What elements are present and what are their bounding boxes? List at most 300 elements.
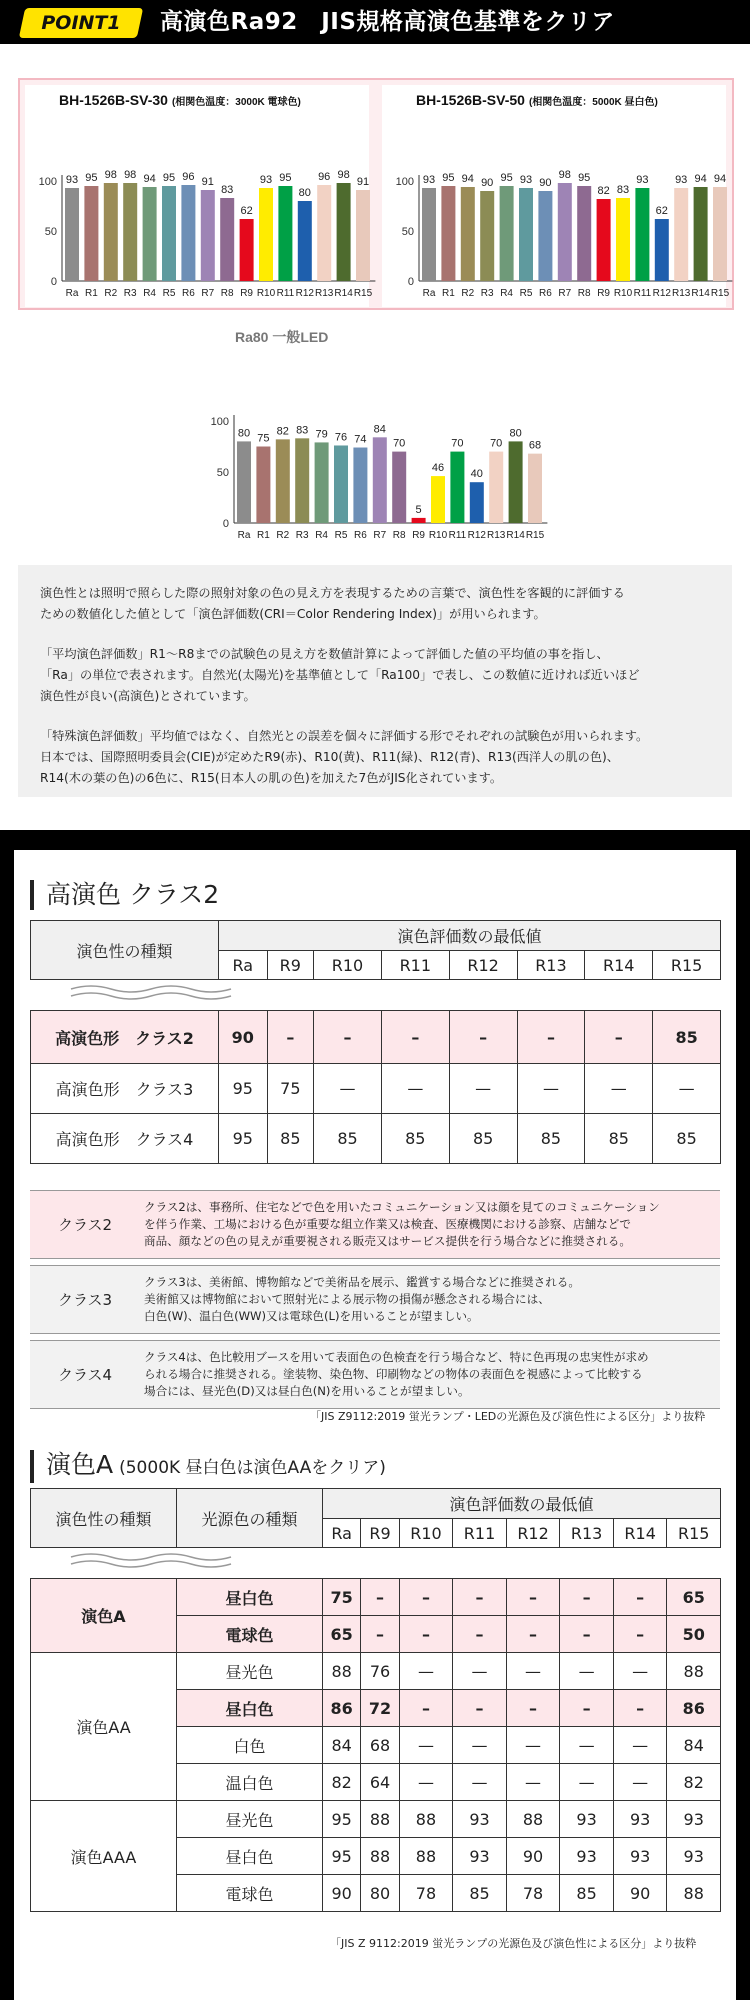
class-description: クラス4は、色比較用ブースを用いて表面色の色検査を行う場合など、特に色再現の忠実性が求め られる場合に推奨される。塗装物、染色物、印刷物などの物体の表面色を視感によって比較する 場合には、昼光色(D)又は昼白色(N)を用いることが望ましい。	[144, 1350, 649, 1398]
cell-value: 90	[323, 1875, 361, 1912]
category-label: R2	[461, 288, 475, 299]
value-label: 95	[85, 172, 98, 184]
value-label: 96	[182, 171, 195, 183]
bar-R2	[461, 187, 475, 281]
bar-R6	[181, 185, 195, 281]
bar-R5	[334, 445, 348, 523]
category-label: R12	[652, 288, 671, 299]
section2-subtitle: (5000K 昼白色は演色AAをクリア)	[119, 1458, 386, 1478]
source-name: 昼光色	[177, 1653, 323, 1690]
category-label: R13	[672, 288, 691, 299]
source-name: 温白色	[177, 1764, 323, 1801]
cell-value: 90	[506, 1838, 560, 1875]
comparison-chart-box	[18, 78, 734, 310]
value-label: 91	[356, 176, 370, 188]
value-label: 80	[509, 427, 522, 440]
cell-value: 50	[667, 1616, 721, 1653]
value-label: 82	[276, 425, 289, 438]
value-label: 93	[65, 174, 79, 186]
value-label: 75	[257, 432, 270, 445]
point-badge	[19, 8, 143, 38]
category-label: R6	[182, 288, 195, 299]
table-row	[31, 1011, 721, 1064]
y-tick-label: 50	[401, 226, 414, 238]
cell-value: 93	[453, 1838, 507, 1875]
table-row	[31, 1801, 721, 1838]
class-description: クラス3は、美術館、博物館などで美術品を展示、鑑賞する場合などに推奨される。 美術館又は博物館において照射光による展示物の損傷が懸念される場合には、 白色(W)、温白色(WW)又は電球色(L)を用いることが望ましい。	[144, 1275, 580, 1323]
col-R15: R15	[667, 1519, 721, 1548]
y-tick-label: 100	[395, 176, 414, 188]
color-rendering-table	[30, 1488, 721, 1912]
value-label: 74	[354, 433, 367, 446]
cell-value: 82	[667, 1764, 721, 1801]
col-Ra: Ra	[219, 951, 268, 980]
category-label: R5	[519, 288, 533, 299]
table-row	[31, 1064, 721, 1114]
cell-value: 75	[323, 1579, 361, 1616]
cell-value: 88	[506, 1801, 560, 1838]
category-label: R6	[354, 530, 367, 541]
category-label: R4	[500, 288, 513, 299]
cell-value: 85	[381, 1114, 449, 1164]
bar-R8	[392, 452, 406, 523]
bar-R12	[298, 201, 312, 281]
bar-R12	[470, 482, 484, 523]
category-label: R9	[412, 530, 425, 541]
cell-value: —	[613, 1653, 667, 1690]
value-label: 70	[451, 437, 464, 450]
value-label: 98	[104, 169, 117, 181]
cell-value: –	[361, 1616, 399, 1653]
value-label: 62	[240, 205, 253, 217]
col-R10: R10	[314, 951, 382, 980]
value-label: 94	[461, 173, 474, 185]
bar-R13	[674, 188, 688, 281]
bar-R4	[500, 186, 514, 281]
chart-title: BH-1526B-SV-30 (相関色温度：3000K 電球色)	[59, 92, 301, 108]
cell-value: –	[506, 1616, 560, 1653]
chart-5000k	[382, 85, 730, 307]
page-title: 高演色Ra92 JIS規格高演色基準をクリア	[160, 9, 615, 35]
cell-value: –	[613, 1579, 667, 1616]
value-label: 5	[415, 503, 422, 516]
value-label: 80	[298, 187, 311, 199]
value-label: 95	[500, 172, 513, 184]
citation-1: 「JIS Z9112:2019 蛍光ランプ・LEDの光源色及び演色性による区分」より抜粋	[310, 1410, 706, 1423]
category-label: R1	[257, 530, 270, 541]
category-label: R3	[480, 288, 494, 299]
category-label: Ra	[422, 288, 436, 299]
bar-R3	[123, 183, 137, 281]
source-name: 電球色	[177, 1616, 323, 1653]
group-name: 演色AA	[31, 1653, 177, 1801]
value-label: 98	[124, 169, 137, 181]
bar-R11	[635, 188, 649, 281]
class-row	[30, 1190, 720, 1259]
cell-value: –	[453, 1616, 507, 1653]
cell-value: —	[560, 1653, 614, 1690]
category-label: R9	[240, 288, 253, 299]
bar-R10	[431, 476, 445, 523]
col-R14: R14	[585, 951, 653, 980]
class-row	[30, 1340, 720, 1409]
cell-value: 95	[219, 1064, 268, 1114]
cell-value: –	[453, 1579, 507, 1616]
cell-value: 86	[323, 1690, 361, 1727]
category-label: R14	[334, 288, 353, 299]
value-label: 93	[259, 174, 273, 186]
category-label: R11	[633, 288, 652, 299]
cell-value: —	[453, 1727, 507, 1764]
bar-Ra	[237, 441, 251, 523]
explanation-paragraph-2: 「平均演色評価数」R1〜R8までの試験色の見え方を数値計算によって評価した値の平均値の事を指し、 「Ra」の単位で表されます。自然光(太陽光)を基準値として「Ra100」で表し、この数値に近ければ近いほど 演色性が良い(高演色)とされています。	[40, 647, 640, 703]
cell-value: —	[314, 1064, 382, 1114]
cell-value: 88	[361, 1838, 399, 1875]
cell-value: 65	[667, 1579, 721, 1616]
source-name: 電球色	[177, 1875, 323, 1912]
bar-R12	[655, 219, 669, 281]
col-Ra: Ra	[323, 1519, 361, 1548]
bar-R15	[356, 190, 370, 281]
cell-value: —	[517, 1064, 585, 1114]
cell-value: 84	[667, 1727, 721, 1764]
cell-value: 64	[361, 1764, 399, 1801]
value-label: 79	[315, 428, 328, 441]
citation-2: 「JIS Z 9112:2019 蛍光ランプの光源色及び演色性による区分」より抜粋	[330, 1937, 697, 1950]
category-label: R15	[710, 288, 730, 299]
category-label: R11	[448, 530, 467, 541]
cell-value: 93	[613, 1838, 667, 1875]
value-label: 94	[694, 173, 707, 185]
cell-value: 72	[361, 1690, 399, 1727]
y-tick-label: 0	[222, 518, 229, 530]
section1-title-text: 高演色 クラス2	[46, 880, 220, 909]
category-label: R10	[613, 288, 633, 299]
cell-value: 85	[585, 1114, 653, 1164]
bar-R14	[694, 187, 708, 281]
row-name: 高演色形 クラス2	[31, 1011, 219, 1064]
class-name: クラス2	[57, 1216, 113, 1234]
group-name: 演色AAA	[31, 1801, 177, 1912]
value-label: 46	[431, 462, 445, 475]
category-label: R8	[220, 288, 234, 299]
bar-R15	[713, 187, 727, 281]
category-label: R5	[334, 530, 348, 541]
value-label: 90	[481, 177, 494, 189]
chart-panel-5000k	[382, 85, 730, 307]
cell-value: –	[517, 1011, 585, 1064]
cell-value: 93	[667, 1838, 721, 1875]
point-badge-label: POINT1	[41, 12, 121, 34]
bar-R5	[162, 186, 176, 281]
value-label: 95	[279, 172, 292, 184]
category-label: R3	[295, 530, 309, 541]
cell-value: —	[506, 1727, 560, 1764]
value-label: 84	[373, 423, 386, 436]
cell-value: —	[399, 1727, 453, 1764]
cell-value: —	[613, 1764, 667, 1801]
section2-title-text: 演色A	[46, 1450, 114, 1479]
bar-R14	[337, 183, 351, 281]
chart-subtitle: (相関色温度：5000K 昼白色)	[528, 97, 658, 108]
col-R9: R9	[361, 1519, 399, 1548]
header-bar	[0, 0, 750, 44]
col-R9: R9	[267, 951, 314, 980]
category-label: R4	[143, 288, 156, 299]
category-label: R6	[539, 288, 552, 299]
col-R11: R11	[453, 1519, 507, 1548]
cell-value: 95	[323, 1838, 361, 1875]
row-name: 高演色形 クラス4	[31, 1114, 219, 1164]
value-label: 96	[318, 171, 331, 183]
cell-value: 85	[314, 1114, 382, 1164]
value-label: 95	[442, 172, 455, 184]
bar-R2	[104, 183, 118, 281]
bar-R10	[259, 188, 273, 281]
value-label: 40	[470, 468, 483, 481]
head-min-2: 演色評価数の最低値	[323, 1489, 721, 1519]
bar-R1	[441, 186, 455, 281]
cell-value: –	[585, 1011, 653, 1064]
value-label: 93	[519, 174, 533, 186]
table-row	[31, 1579, 721, 1616]
bar-R7	[558, 183, 572, 281]
value-label: 95	[578, 172, 591, 184]
cell-value: 78	[399, 1875, 453, 1912]
cell-value: 93	[560, 1838, 614, 1875]
cell-value: 88	[323, 1653, 361, 1690]
cell-value: 95	[323, 1801, 361, 1838]
bar-R1	[84, 186, 98, 281]
cell-value: —	[453, 1653, 507, 1690]
category-label: R7	[201, 288, 215, 299]
bar-R13	[317, 185, 331, 281]
cell-value: –	[381, 1011, 449, 1064]
group-name: 演色A	[31, 1579, 177, 1653]
source-name: 白色	[177, 1727, 323, 1764]
category-label: R7	[558, 288, 572, 299]
category-label: R11	[276, 288, 295, 299]
category-label: R10	[428, 530, 448, 541]
class-name: クラス3	[57, 1291, 113, 1309]
class-name: クラス4	[57, 1366, 113, 1384]
cell-value: 88	[361, 1801, 399, 1838]
col-R12: R12	[449, 951, 517, 980]
cell-value: 95	[219, 1114, 268, 1164]
cell-value: –	[613, 1690, 667, 1727]
value-label: 68	[528, 439, 542, 452]
bar-R13	[489, 452, 503, 523]
value-label: 83	[296, 424, 309, 437]
bar-R9	[240, 219, 254, 281]
cell-value: —	[653, 1064, 721, 1114]
value-label: 94	[713, 173, 727, 185]
category-label: R13	[315, 288, 334, 299]
cell-value: –	[361, 1579, 399, 1616]
cell-value: 85	[653, 1114, 721, 1164]
category-label: R4	[315, 530, 328, 541]
cell-value: –	[399, 1690, 453, 1727]
col-R13: R13	[560, 1519, 614, 1548]
cell-value: 93	[453, 1801, 507, 1838]
cell-value: —	[506, 1764, 560, 1801]
cell-value: –	[560, 1579, 614, 1616]
value-label: 98	[337, 169, 350, 181]
category-label: R12	[467, 530, 486, 541]
value-label: 83	[616, 184, 630, 196]
bar-R10	[616, 198, 630, 281]
cell-value: 93	[613, 1801, 667, 1838]
col-R10: R10	[399, 1519, 453, 1548]
value-label: 70	[393, 437, 406, 450]
cell-value: –	[449, 1011, 517, 1064]
class-descriptions	[30, 1190, 720, 1415]
cell-value: –	[506, 1579, 560, 1616]
cell-value: —	[560, 1764, 614, 1801]
cell-value: –	[560, 1616, 614, 1653]
cell-value: 90	[219, 1011, 268, 1064]
cell-value: 65	[323, 1616, 361, 1653]
value-label: 94	[143, 173, 156, 185]
category-label: R10	[256, 288, 276, 299]
category-label: Ra	[65, 288, 79, 299]
category-label: R12	[295, 288, 314, 299]
cell-value: 88	[399, 1838, 453, 1875]
bar-Ra	[422, 188, 436, 281]
class2-table	[30, 920, 721, 1164]
cell-value: 88	[667, 1653, 721, 1690]
col-R12: R12	[506, 1519, 560, 1548]
chart-3000k	[25, 85, 373, 307]
row-name: 高演色形 クラス3	[31, 1064, 219, 1114]
head-min: 演色評価数の最低値	[219, 921, 721, 951]
cell-value: 85	[453, 1875, 507, 1912]
value-label: 83	[221, 184, 234, 196]
cell-value: 82	[323, 1764, 361, 1801]
col-R13: R13	[517, 951, 585, 980]
bar-R11	[278, 186, 292, 281]
cell-value: 80	[361, 1875, 399, 1912]
cell-value: 78	[506, 1875, 560, 1912]
bar-R8	[577, 186, 591, 281]
wave-divider-2	[31, 1548, 721, 1579]
value-label: 70	[490, 437, 503, 450]
value-label: 76	[334, 431, 348, 444]
class-row	[30, 1265, 720, 1334]
cell-value: —	[449, 1064, 517, 1114]
section2-title	[30, 1450, 386, 1483]
cell-value: –	[613, 1616, 667, 1653]
chart-subtitle: (相関色温度：3000K 電球色)	[171, 97, 301, 108]
cell-value: –	[399, 1616, 453, 1653]
bar-R6	[353, 448, 367, 523]
cell-value: 93	[560, 1801, 614, 1838]
chart-panel-3000k	[25, 85, 373, 307]
cell-value: —	[399, 1764, 453, 1801]
category-label: R2	[276, 530, 290, 541]
col-R14: R14	[613, 1519, 667, 1548]
bar-R1	[256, 447, 270, 524]
bar-R14	[509, 441, 523, 523]
head-source: 光源色の種類	[177, 1489, 323, 1548]
table-row	[31, 1653, 721, 1690]
bar-Ra	[65, 188, 79, 281]
cell-value: —	[613, 1727, 667, 1764]
category-label: R14	[691, 288, 710, 299]
cell-value: 86	[667, 1690, 721, 1727]
chart-ra80-led	[210, 320, 545, 550]
bar-R7	[373, 437, 387, 523]
cell-value: 85	[449, 1114, 517, 1164]
cell-value: –	[399, 1579, 453, 1616]
value-label: 62	[655, 205, 668, 217]
bar-R11	[450, 452, 464, 523]
chart-title: Ra80 一般LED	[235, 329, 329, 345]
col-R15: R15	[653, 951, 721, 980]
col-R11: R11	[381, 951, 449, 980]
category-label: R2	[104, 288, 118, 299]
table-row	[31, 1114, 721, 1164]
chart-title: BH-1526B-SV-50 (相関色温度：5000K 昼白色)	[416, 92, 658, 108]
cell-value: 85	[267, 1114, 314, 1164]
head-type: 演色性の種類	[31, 921, 219, 980]
y-tick-label: 100	[210, 416, 229, 428]
bar-R5	[519, 188, 533, 281]
category-label: R8	[577, 288, 591, 299]
value-label: 98	[558, 169, 571, 181]
bar-R2	[276, 439, 290, 523]
y-tick-label: 0	[407, 276, 414, 288]
explanation-paragraph-1: 演色性とは照明で照らした際の照射対象の色の見え方を表現するための言葉で、演色性を客観的に評価する ための数値化した値として「演色評価数(CRI＝Color Rendering Index)」が用いられます。	[40, 586, 625, 621]
category-label: R9	[597, 288, 610, 299]
value-label: 93	[675, 174, 688, 186]
y-tick-label: 50	[216, 467, 229, 479]
cell-value: —	[506, 1653, 560, 1690]
explanation-box	[18, 565, 732, 797]
explanation-paragraph-3: 「特殊演色評価数」平均値ではなく、自然光との誤差を個々に評価する形でそれぞれの試験色が用いられます。 日本では、国際照明委員会(CIE)が定めたR9(赤)、R10(黄)、R11(緑)、R12(青)、R13(西洋人の肌の色)、 R14(木の葉の色)の6色に、R15(日本人の肌の色)を加えた7色がJIS化されています。	[40, 729, 649, 785]
cell-value: –	[453, 1690, 507, 1727]
value-label: 93	[636, 174, 649, 186]
cell-value: –	[267, 1011, 314, 1064]
section1-title	[30, 880, 219, 910]
source-name: 昼白色	[177, 1690, 323, 1727]
wave-divider	[31, 980, 721, 1011]
bar-R4	[315, 442, 329, 523]
head-type-2: 演色性の種類	[31, 1489, 177, 1548]
cell-value: –	[506, 1690, 560, 1727]
value-label: 82	[597, 185, 610, 197]
section-divider	[0, 830, 750, 850]
value-label: 80	[237, 427, 251, 440]
cell-value: —	[399, 1653, 453, 1690]
category-label: R3	[123, 288, 137, 299]
category-label: R8	[392, 530, 406, 541]
cell-value: –	[560, 1690, 614, 1727]
cell-value: —	[560, 1727, 614, 1764]
y-tick-label: 50	[44, 226, 57, 238]
class-description: クラス2は、事務所、住宅などで色を用いたコミュニケーション又は顔を見てのコミュニケーション を伴う作業、工場における色が重要な組立作業又は検査、医療機関における診察、店舗などで 商品、顔などの色の見えが重要視される販売又はサービス提供を行う場合などに推奨される。	[144, 1200, 660, 1248]
category-label: R5	[162, 288, 176, 299]
cell-value: 85	[560, 1875, 614, 1912]
cell-value: —	[381, 1064, 449, 1114]
bar-R6	[538, 191, 552, 281]
cell-value: 85	[517, 1114, 585, 1164]
bar-R9	[597, 199, 611, 281]
y-tick-label: 100	[38, 176, 57, 188]
cell-value: 85	[653, 1011, 721, 1064]
category-label: R13	[487, 530, 506, 541]
bar-R8	[220, 198, 234, 281]
